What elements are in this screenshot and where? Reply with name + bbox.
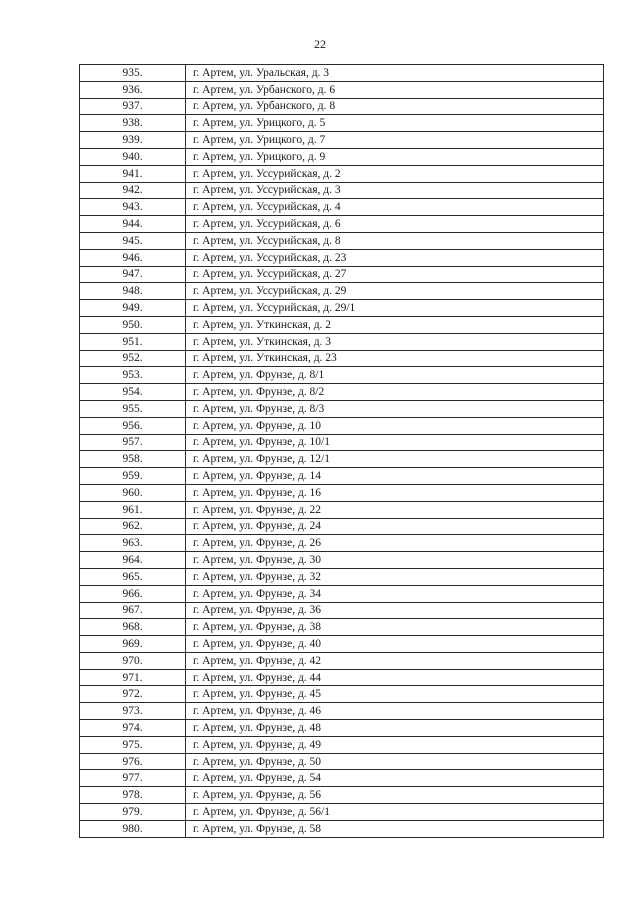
row-address: г. Артем, ул. Уссурийская, д. 23 xyxy=(186,249,604,266)
row-address: г. Артем, ул. Уткинская, д. 23 xyxy=(186,350,604,367)
table-row xyxy=(80,400,604,417)
row-number: 958. xyxy=(80,451,186,468)
table-row xyxy=(80,98,604,115)
table-row xyxy=(80,552,604,569)
table-row xyxy=(80,182,604,199)
row-address: г. Артем, ул. Фрунзе, д. 10/1 xyxy=(186,434,604,451)
row-number: 944. xyxy=(80,216,186,233)
row-address: г. Артем, ул. Фрунзе, д. 30 xyxy=(186,552,604,569)
table-row xyxy=(80,216,604,233)
row-number: 957. xyxy=(80,434,186,451)
table-row xyxy=(80,518,604,535)
table-row xyxy=(80,65,604,82)
table-row xyxy=(80,535,604,552)
table-row xyxy=(80,417,604,434)
address-table xyxy=(79,64,604,838)
row-address: г. Артем, ул. Фрунзе, д. 46 xyxy=(186,703,604,720)
row-number: 965. xyxy=(80,568,186,585)
table-row xyxy=(80,636,604,653)
table-row xyxy=(80,804,604,821)
row-number: 979. xyxy=(80,804,186,821)
row-number: 966. xyxy=(80,585,186,602)
row-number: 972. xyxy=(80,686,186,703)
row-address: г. Артем, ул. Фрунзе, д. 40 xyxy=(186,636,604,653)
row-address: г. Артем, ул. Уссурийская, д. 27 xyxy=(186,266,604,283)
row-address: г. Артем, ул. Фрунзе, д. 58 xyxy=(186,820,604,837)
row-address: г. Артем, ул. Урбанского, д. 8 xyxy=(186,98,604,115)
table-row xyxy=(80,619,604,636)
table-row xyxy=(80,652,604,669)
table-row xyxy=(80,602,604,619)
row-address: г. Артем, ул. Урицкого, д. 9 xyxy=(186,148,604,165)
row-address: г. Артем, ул. Фрунзе, д. 16 xyxy=(186,484,604,501)
table-row xyxy=(80,367,604,384)
table-row xyxy=(80,300,604,317)
row-number: 938. xyxy=(80,115,186,132)
table-row xyxy=(80,770,604,787)
row-number: 975. xyxy=(80,736,186,753)
row-address: г. Артем, ул. Фрунзе, д. 22 xyxy=(186,501,604,518)
table-row xyxy=(80,165,604,182)
row-number: 961. xyxy=(80,501,186,518)
table-row xyxy=(80,820,604,837)
row-number: 967. xyxy=(80,602,186,619)
row-number: 951. xyxy=(80,333,186,350)
row-address: г. Артем, ул. Фрунзе, д. 24 xyxy=(186,518,604,535)
row-number: 954. xyxy=(80,384,186,401)
row-address: г. Артем, ул. Фрунзе, д. 48 xyxy=(186,720,604,737)
table-row xyxy=(80,753,604,770)
row-number: 962. xyxy=(80,518,186,535)
row-number: 953. xyxy=(80,367,186,384)
table-row xyxy=(80,283,604,300)
table-row xyxy=(80,132,604,149)
table-row xyxy=(80,148,604,165)
row-address: г. Артем, ул. Фрунзе, д. 38 xyxy=(186,619,604,636)
row-address: г. Артем, ул. Уссурийская, д. 8 xyxy=(186,232,604,249)
row-address: г. Артем, ул. Уссурийская, д. 6 xyxy=(186,216,604,233)
row-number: 973. xyxy=(80,703,186,720)
table-row xyxy=(80,350,604,367)
table-row xyxy=(80,316,604,333)
row-number: 935. xyxy=(80,65,186,82)
table-row xyxy=(80,451,604,468)
row-address: г. Артем, ул. Фрунзе, д. 8/1 xyxy=(186,367,604,384)
row-number: 970. xyxy=(80,652,186,669)
row-number: 941. xyxy=(80,165,186,182)
row-number: 942. xyxy=(80,182,186,199)
row-address: г. Артем, ул. Уральская, д. 3 xyxy=(186,65,604,82)
row-number: 945. xyxy=(80,232,186,249)
row-address: г. Артем, ул. Фрунзе, д. 8/3 xyxy=(186,400,604,417)
row-address: г. Артем, ул. Уссурийская, д. 4 xyxy=(186,199,604,216)
table-row xyxy=(80,720,604,737)
table-row xyxy=(80,266,604,283)
address-table-body xyxy=(80,65,604,838)
row-number: 943. xyxy=(80,199,186,216)
table-row xyxy=(80,81,604,98)
row-number: 978. xyxy=(80,787,186,804)
row-address: г. Артем, ул. Фрунзе, д. 42 xyxy=(186,652,604,669)
table-row xyxy=(80,384,604,401)
table-row xyxy=(80,199,604,216)
row-address: г. Артем, ул. Фрунзе, д. 36 xyxy=(186,602,604,619)
table-row xyxy=(80,736,604,753)
row-address: г. Артем, ул. Фрунзе, д. 12/1 xyxy=(186,451,604,468)
row-number: 956. xyxy=(80,417,186,434)
row-number: 974. xyxy=(80,720,186,737)
row-address: г. Артем, ул. Фрунзе, д. 56 xyxy=(186,787,604,804)
table-row xyxy=(80,468,604,485)
row-address: г. Артем, ул. Фрунзе, д. 10 xyxy=(186,417,604,434)
row-number: 939. xyxy=(80,132,186,149)
table-row xyxy=(80,232,604,249)
row-address: г. Артем, ул. Урицкого, д. 5 xyxy=(186,115,604,132)
table-row xyxy=(80,115,604,132)
table-row xyxy=(80,501,604,518)
row-address: г. Артем, ул. Уссурийская, д. 29 xyxy=(186,283,604,300)
table-row xyxy=(80,669,604,686)
row-number: 963. xyxy=(80,535,186,552)
row-address: г. Артем, ул. Урбанского, д. 6 xyxy=(186,81,604,98)
row-address: г. Артем, ул. Фрунзе, д. 50 xyxy=(186,753,604,770)
row-address: г. Артем, ул. Фрунзе, д. 49 xyxy=(186,736,604,753)
row-address: г. Артем, ул. Уткинская, д. 2 xyxy=(186,316,604,333)
row-address: г. Артем, ул. Урицкого, д. 7 xyxy=(186,132,604,149)
row-address: г. Артем, ул. Уткинская, д. 3 xyxy=(186,333,604,350)
row-number: 955. xyxy=(80,400,186,417)
row-address: г. Артем, ул. Фрунзе, д. 44 xyxy=(186,669,604,686)
row-number: 948. xyxy=(80,283,186,300)
table-row xyxy=(80,787,604,804)
row-number: 947. xyxy=(80,266,186,283)
page-number: 22 xyxy=(314,37,326,51)
row-number: 952. xyxy=(80,350,186,367)
row-number: 968. xyxy=(80,619,186,636)
row-number: 949. xyxy=(80,300,186,317)
row-address: г. Артем, ул. Фрунзе, д. 14 xyxy=(186,468,604,485)
row-number: 977. xyxy=(80,770,186,787)
row-address: г. Артем, ул. Уссурийская, д. 2 xyxy=(186,165,604,182)
row-number: 940. xyxy=(80,148,186,165)
row-address: г. Артем, ул. Фрунзе, д. 8/2 xyxy=(186,384,604,401)
row-number: 980. xyxy=(80,820,186,837)
row-number: 960. xyxy=(80,484,186,501)
table-row xyxy=(80,686,604,703)
row-number: 937. xyxy=(80,98,186,115)
row-number: 976. xyxy=(80,753,186,770)
row-number: 936. xyxy=(80,81,186,98)
row-number: 964. xyxy=(80,552,186,569)
row-address: г. Артем, ул. Фрунзе, д. 26 xyxy=(186,535,604,552)
row-address: г. Артем, ул. Фрунзе, д. 34 xyxy=(186,585,604,602)
row-number: 969. xyxy=(80,636,186,653)
row-address: г. Артем, ул. Фрунзе, д. 32 xyxy=(186,568,604,585)
table-row xyxy=(80,585,604,602)
row-address: г. Артем, ул. Фрунзе, д. 45 xyxy=(186,686,604,703)
table-row xyxy=(80,249,604,266)
row-number: 950. xyxy=(80,316,186,333)
row-address: г. Артем, ул. Фрунзе, д. 56/1 xyxy=(186,804,604,821)
table-row xyxy=(80,703,604,720)
row-address: г. Артем, ул. Уссурийская, д. 3 xyxy=(186,182,604,199)
row-address: г. Артем, ул. Уссурийская, д. 29/1 xyxy=(186,300,604,317)
row-number: 959. xyxy=(80,468,186,485)
table-row xyxy=(80,484,604,501)
table-row xyxy=(80,434,604,451)
row-address: г. Артем, ул. Фрунзе, д. 54 xyxy=(186,770,604,787)
table-row xyxy=(80,333,604,350)
row-number: 971. xyxy=(80,669,186,686)
table-row xyxy=(80,568,604,585)
row-number: 946. xyxy=(80,249,186,266)
